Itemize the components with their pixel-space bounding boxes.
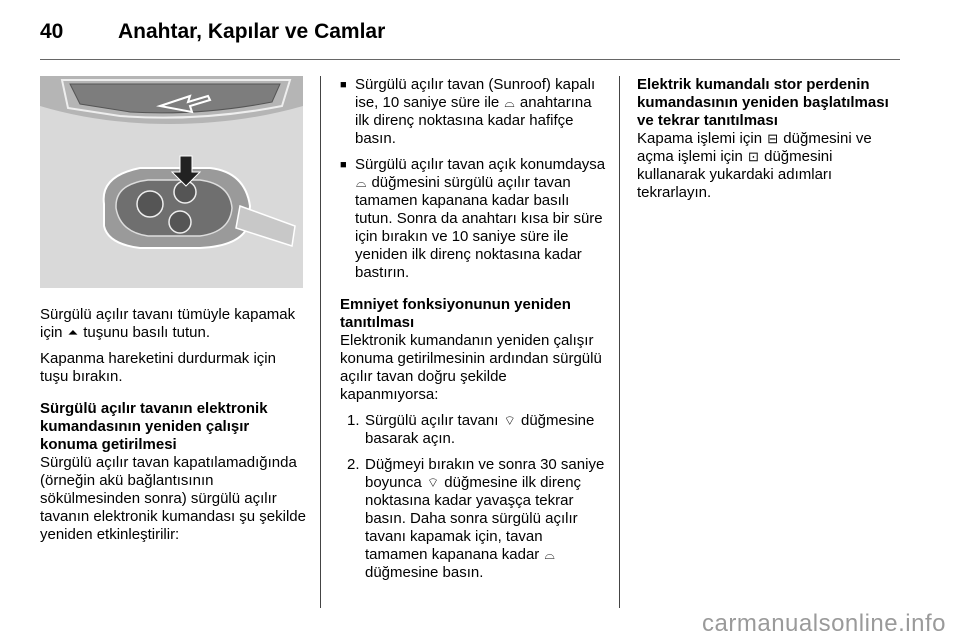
- column-divider: [320, 76, 321, 608]
- column-2: [340, 76, 608, 590]
- text-segment: düğmesine ilk direnç noktasına kadar yavaşça tekrar basın. Daha sonra sürgülü açılır tavanı kapamak için, tavan tamamen kapanana kadar: [365, 474, 582, 563]
- text-segment: Sürgülü açılır tavanı tümüyle kapamak için: [40, 306, 296, 341]
- paragraph-blind-instruction: [637, 130, 905, 202]
- blind-open-icon: ⊡: [748, 149, 759, 164]
- text-segment: düğmesine basarak açın.: [365, 412, 595, 447]
- page-number: 40: [40, 20, 64, 43]
- text-segment: düğmesini kullanarak yukardaki adımları tekrarlayın.: [637, 148, 833, 201]
- key-sunroof-illustration: [40, 76, 303, 288]
- close-button-icon: ⏶: [67, 325, 79, 340]
- text-segment: Düğmeyi bırakın ve sonra 30 saniye boyunca: [365, 456, 605, 491]
- sunroof-open-icon: ⌔: [426, 475, 440, 490]
- section-heading-reset: Sürgülü açılır tavanın elektronik kumandasının yeniden çalışır konuma getirilmesi: [40, 400, 268, 453]
- page-header: [40, 16, 920, 52]
- section-heading-blind: Elektrik kumandalı stor perdenin kumandasının yeniden başlatılması ve tekrar tanıtılması: [637, 76, 889, 129]
- column-divider: [619, 76, 620, 608]
- list-item: [340, 412, 608, 448]
- sunroof-close-icon: ⌓: [544, 547, 555, 562]
- list-item: [340, 76, 608, 148]
- text-segment: anahtarına ilk direnç noktasına kadar hafifçe basın.: [355, 94, 592, 147]
- blind-close-icon: ⊟: [767, 131, 779, 146]
- key-fob-image: [40, 76, 303, 288]
- section-heading-safety: Emniyet fonksiyonunun yeniden tanıtılması: [340, 296, 571, 331]
- bullet-square-icon: ■: [340, 79, 347, 91]
- sunroof-close-icon: ⌓: [504, 95, 515, 110]
- text-segment: düğmesine basın.: [365, 564, 484, 581]
- header-rule: [40, 59, 900, 60]
- bullet-square-icon: ■: [340, 159, 347, 171]
- paragraph-close-instruction: [40, 306, 308, 342]
- step-number: 2.: [347, 456, 360, 473]
- sunroof-close-icon: ⌓: [356, 175, 367, 190]
- column-1: [40, 76, 308, 552]
- text-segment: Kapama işlemi için: [637, 130, 763, 147]
- watermark: carmanualsonline.info: [702, 610, 946, 637]
- paragraph-stop-instruction: Kapanma hareketini durdurmak için tuşu bırakın.: [40, 350, 276, 385]
- step-number: 1.: [347, 412, 360, 429]
- paragraph-reset-intro: Sürgülü açılır tavan kapatılamadığında (örneğin akü bağlantısının sökülmesinden sonra) sürgülü açılır tavanın elektronik kumandası şu şekilde yeniden etkinleştirilir:: [40, 454, 306, 543]
- text-segment: Sürgülü açılır tavan açık konumdaysa: [355, 156, 606, 173]
- list-item: [340, 156, 608, 282]
- text-segment: Sürgülü açılır tavan (Sunroof) kapalı ise, 10 saniye süre ile: [355, 76, 596, 111]
- text-segment: düğmesini sürgülü açılır tavan tamamen kapanana kadar basılı tutun. Sonra da anahtarı kısa bir süre için bırakın ve 10 saniye süre ile yeniden ilk direnç noktasına kadar bastırın.: [355, 174, 603, 281]
- page-title: Anahtar, Kapılar ve Camlar: [118, 20, 386, 43]
- paragraph-safety-intro: Elektronik kumandanın yeniden çalışır konuma getirilmesinin ardından sürgülü açılır tavan doğru şekilde kapanmıyorsa:: [340, 332, 602, 403]
- list-item: [340, 456, 608, 582]
- text-segment: tuşunu basılı tutun.: [83, 324, 211, 341]
- text-segment: düğmesini ve açma işlemi için: [637, 130, 872, 165]
- text-segment: Sürgülü açılır tavanı: [365, 412, 499, 429]
- column-3: [637, 76, 905, 210]
- sunroof-open-icon: ⌔: [503, 413, 516, 428]
